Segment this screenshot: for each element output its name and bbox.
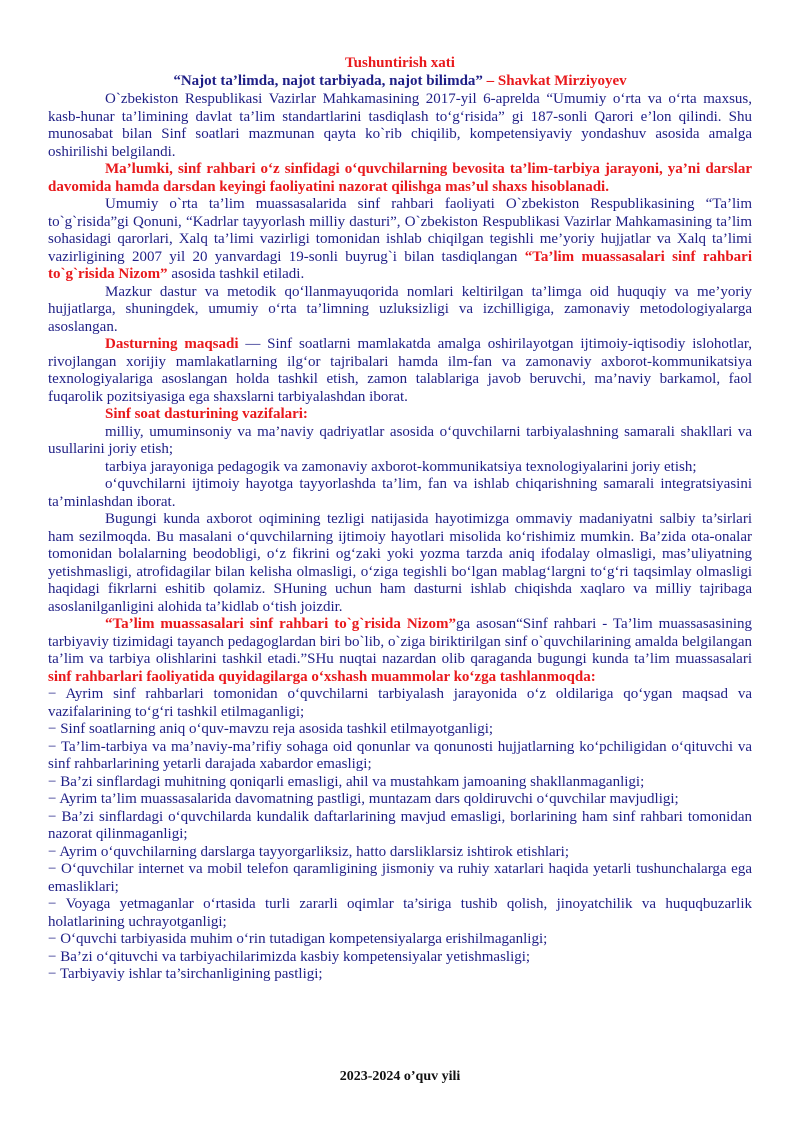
problem-item: − Voyaga yetmaganlar o‘rtasida turli zararli oqimlar ta’siriga tushib qolish, jinoyatchilik va huquqbuzarlik holatlarining uchrayotganligi; xyxy=(48,896,752,930)
problem-item: − O‘quvchi tarbiyasida muhim o‘rin tutadigan kompetensiyalarga erishilmaganligi; xyxy=(48,931,548,947)
problem-item: − Ba’zi sinflardagi muhitning qoniqarli emasligi, ahil va mustahkam jamoaning shakllanmaganligi; xyxy=(48,773,645,790)
problems-intro: sinf rahbarlari faoliyatida quyidagilarga o‘xshash muammolar ko‘zga tashlanmoqda: xyxy=(48,668,596,685)
problem-item: − Tarbiyaviy ishlar ta’sirchanligining pastligi; xyxy=(48,966,323,982)
problem-item: − Ta’lim-tarbiya va ma’naviy-ma’rifiy sohaga oid qonunlar va qonunosti hujjatlarning ko‘pchiligidan o‘qituvchi va sinf rahbarlarining yetarli darajada xabardor emasligi; xyxy=(48,738,752,772)
paragraph-7-text: ga asosan“Sinf rahbari - Ta’lim muassasasining tarbiyaviy tizimidagi tayanch pedagoglardan biri bo`lib, o`ziga biriktirilgan sinf o`quvchilarining amalda belgilangan ta’lim va tarbiya olishlarini tashkil etadi.”SHu nuqtai nazardan olib qaraganda bugungi kunda ta’lim muassasalari xyxy=(48,616,752,667)
document-title: Tushuntirish xati xyxy=(345,55,455,71)
problem-item: − Ayrim ta’lim muassasalarida davomatning pastligi, muntazam dars qoldiruvchi o‘quvchilar mavjudligi; xyxy=(48,791,679,807)
epigraph-author: – Shavkat Mirziyoyev xyxy=(486,73,627,89)
problem-item: − O‘quvchilar internet va mobil telefon qaramligining jismoniy va ruhiy xatarlari haqida yetarli tushunchalarga ega emasliklari; xyxy=(48,861,752,895)
paragraph-3-end: asosida tashkil etiladi. xyxy=(167,266,305,282)
paragraph-2: Ma’lumki, sinf rahbari o‘z sinfidagi o‘quvchilarning bevosita ta’lim-tarbiya jarayoni, ya’ni darslar davomida hamda darsdan keyingi faoliyatini nazorat qilishga mas’ul shaxs hisoblanadi. xyxy=(48,161,752,195)
nizom-reference: “Ta’lim muassasalari sinf rahbari to`g`risida Nizom” xyxy=(48,248,752,282)
problem-item: − Ba’zi o‘qituvchi va tarbiyachilarimizda kasbiy kompetensiyalar yetishmasligi; xyxy=(48,948,531,965)
goal-label: Dasturning maqsadi xyxy=(105,336,239,352)
paragraph-4: Mazkur dastur va metodik qo‘llanmayuqorida nomlari keltirilgan ta’limga oid huquqiy va me’yoriy hujjatlarga, shuningdek, umumiy o‘rta ta’limning uzluksizligi va izchilligiga, zamonaviy metodologiyalarga asoslangan. xyxy=(48,283,752,335)
tasks-heading: Sinf soat dasturining vazifalari: xyxy=(105,406,308,422)
task-item: milliy, umuminsoniy va ma’naviy qadriyatlar asosida o‘quvchilarni tarbiyalashning samarali shakllari va usullarini joriy etish; xyxy=(48,423,752,457)
paragraph-3-text: Umumiy o`rta ta’lim muassasalarida sinf rahbari faoliyati O`zbekiston Respublikasining “Ta’lim to`g`risida”gi Qonuni, “Kadrlar tayyorlash milliy dasturi”, O`zbekiston Respublikasi Vazirlar Mahkamasining ta’lim sohasidagi qarorlari, Xalq ta’limi vazirligi tomonidan ishlab chiqilgan tegishli me’yoriy hujjatlar va Xalq ta’limi vazirligining 2007 yil 20 yanvardagi 19-sonli buyrug`i bilan tasdiqlangan xyxy=(48,196,752,265)
problem-item: − Ayrim sinf rahbarlari tomonidan o‘quvchilarni tarbiyalash jarayonida o‘z oldilariga qo‘ygan maqsad va vazifalarining to‘g‘ri tashkil etilmaganligi; xyxy=(48,686,752,720)
academic-year-footer: 2023-2024 o’quv yili xyxy=(339,1069,461,1084)
epigraph xyxy=(48,72,752,90)
paragraph-3 xyxy=(48,196,752,284)
paragraph-1: O`zbekiston Respublikasi Vazirlar Mahkamasining 2017-yil 6-aprelda “Umumiy o‘rta va o‘rta maxsus, kasb-hunar ta’limining davlat ta’lim standartlarini tasdiqlash to‘g‘risida” gi 187-sonli Qarori e’lon qilindi. Shu munosabat bilan Sinf soatlari mazmunan qayta ko`rib chiqilib, kompetensiyaviy yondashuv asosida amalga oshirilishi belgilandi. xyxy=(48,91,752,160)
nizom-reference-2: “Ta’lim muassasalari sinf rahbari to`g`risida Nizom” xyxy=(105,616,456,632)
problem-item: − Ayrim o‘quvchilarning darslarga tayyorgarliksiz, hatto darsliklarsiz ishtirok etishlari; xyxy=(48,843,569,860)
paragraph-6: Bugungi kunda axborot oqimining tezligi natijasida hayotimizga ommaviy madaniyatni salbiy ta’sirlari ham sezilmoqda. Bu masalani o‘quvchilarning ijtimoiy hayotlari misolida ko‘rishimiz mumkin. Ba’zida ota-onalar tomonidan bolalarning beodobligi, o‘z fikrini og‘zaki yoki yozma tarzda aniq ifodalay olmasligi, mas’uliyatning yetishmasligi, atrofidagilar bilan kelisha olmasligi, o‘ziga tegishli bo‘lgan mablag‘largni to‘g‘ri taqsimlay olmasligi haqidagi fikrlarni eshitib qolamiz. SHuning uchun ham dasturni ishlab chiqishda xaqlaro va milliy tajribaga asoslanilganligini alohida ta’kidlab o‘tish joizdir. xyxy=(48,511,752,615)
epigraph-quote: “Najot ta’limda, najot tarbiyada, najot bilimda” xyxy=(173,73,487,89)
paragraph-7 xyxy=(48,616,752,686)
problem-item: − Ba’zi sinflardagi o‘quvchilarda kundalik daftarlarining mavjud emasligi, borlarining ham sinf rahbari tomonidan nazorat qilinmaganligi; xyxy=(48,808,752,842)
problem-item: − Sinf soatlarning aniq o‘quv-mavzu reja asosida tashkil etilmayotganligi; xyxy=(48,721,494,737)
goal-text: — Sinf soatlarni mamlakatda amalga oshirilayotgan ijtimoiy-iqtisodiy islohotlar, rivojlangan xorijiy mamlakatlarning ilg‘or tajribalari hamda ilm-fan va zamonaviy axborot-kommunikatsiya texnologiyalariga asoslangan holda tashkil etish, zamon talablariga javob beruvchi, ma’naviy barkamol, faol fuqarolik pozitsiyasiga ega shaxslarni tarbiyalashdan iborat. xyxy=(48,336,752,405)
task-item: tarbiya jarayoniga pedagogik va zamonaviy axborot-kommunikatsiya texnologiyalarini joriy etish; xyxy=(105,458,697,475)
paragraph-5 xyxy=(48,336,752,406)
task-item: o‘quvchilarni ijtimoiy hayotga tayyorlashda ta’lim, fan va ishlab chiqarishning samarali integratsiyasini ta’minlashdan iborat. xyxy=(48,476,752,510)
